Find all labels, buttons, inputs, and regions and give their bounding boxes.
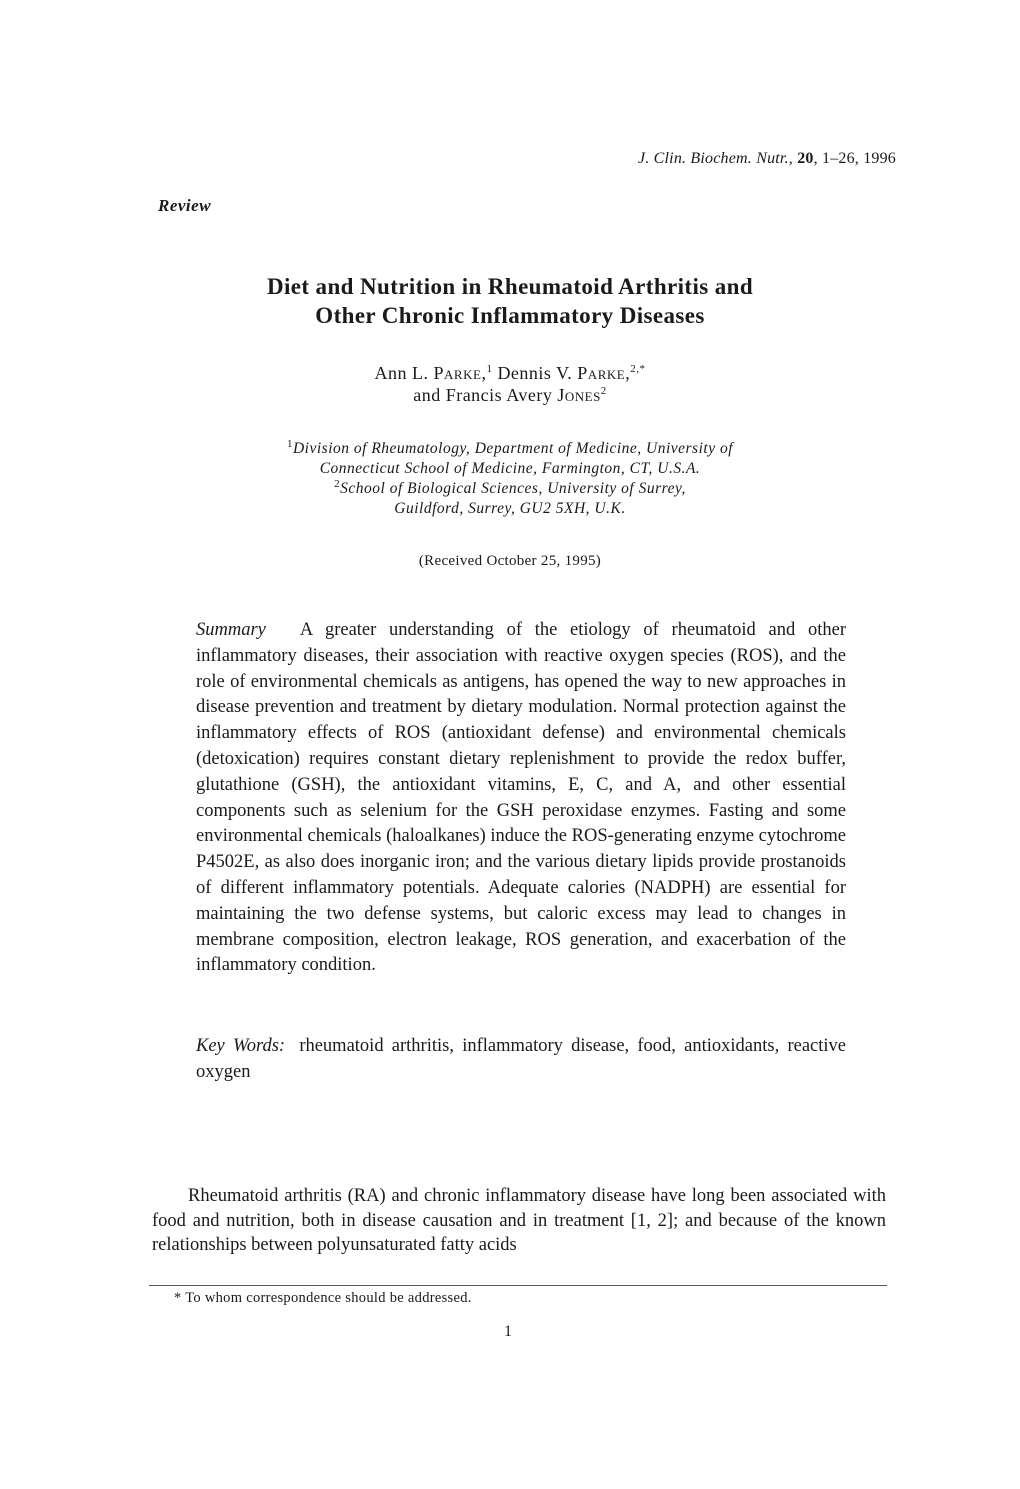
journal-pages-year: , 1–26, 1996 (813, 150, 896, 167)
author-surname: Jones (557, 385, 601, 405)
summary-label: Summary (196, 620, 266, 640)
keywords-section (196, 1034, 846, 1086)
footnote-divider (149, 1285, 887, 1286)
body-paragraph: Rheumatoid arthritis (RA) and chronic inflammatory disease have long been associated with food and nutrition, both in disease causation and in treatment [1, 2]; and because of the known relationships between polyunsaturated fatty acids (152, 1186, 886, 1255)
journal-citation (638, 150, 896, 168)
author-affiliation-mark: 1 (486, 363, 493, 375)
author-surname: Parke (433, 363, 482, 383)
article-type-label: Review (158, 196, 212, 215)
title-line-2: Other Chronic Inflammatory Diseases (315, 303, 705, 328)
affiliation-1-line-1 (0, 439, 1020, 459)
affiliation-1-line-2: Connecticut School of Medicine, Farmington, CT, U.S.A. (319, 460, 701, 477)
footnote: * To whom correspondence should be addressed. (174, 1290, 472, 1306)
keywords-text: rheumatoid arthritis, inflammatory disease, food, antioxidants, reactive oxygen (196, 1036, 846, 1082)
summary-section (196, 618, 846, 979)
article-title (0, 272, 1020, 330)
keywords-label: Key Words: (196, 1036, 286, 1056)
journal-volume: 20 (797, 150, 814, 167)
affiliation-mark: 2 (334, 477, 341, 490)
journal-name: J. Clin. Biochem. Nutr., (637, 150, 793, 167)
author-list (0, 362, 1020, 406)
author-line-1: Ann L. Parke,$^1$ Dennis V. Parke,$^{2,*}$ (374, 363, 646, 383)
page-number: 1 (504, 1323, 512, 1340)
author-line-2 (0, 384, 1020, 406)
title-line-1: Diet and Nutrition in Rheumatoid Arthritis and (266, 274, 754, 299)
author-affiliation-mark: 2 (600, 385, 607, 397)
author-given: and Francis Avery (413, 385, 558, 405)
author-given: Ann L. (374, 363, 434, 383)
author-surname: Parke (577, 363, 626, 383)
affiliation-2-line-2: Guildford, Surrey, GU2 5XH, U.K. (394, 500, 626, 517)
affiliation-mark: 1 (286, 437, 293, 450)
affiliation-text: Division of Rheumatology, Department of Medicine, University of (292, 440, 734, 457)
affiliation-2-line-1 (0, 479, 1020, 499)
affiliations (0, 439, 1020, 519)
summary-text: A greater understanding of the etiology of rheumatoid and other inflammatory diseases, their association with reactive oxygen species (ROS), and the role of environmental chemicals as antigens, has opened the way to new approaches in disease prevention and treatment by dietary modulation. Normal protection against the inflammatory effects of ROS (antioxidant defense) and environmental chemicals (detoxication) requires constant dietary replenishment to provide the redox buffer, glutathione (GSH), the antioxidant vitamins, E, C, and A, and other essential components such as selenium for the GSH peroxidase enzymes. Fasting and some environmental chemicals (haloalkanes) induce the ROS-generating enzyme cytochrome P4502E, as also does inorganic iron; and the various dietary lipids provide prostanoids of different inflammatory potentials. Adequate calories (NADPH) are essential for maintaining the two defense systems, but caloric excess may lead to changes in membrane composition, electron leakage, ROS generation, and exacerbation of the inflammatory condition. (196, 620, 846, 976)
affiliation-text: School of Biological Sciences, University of Surrey, (340, 480, 686, 497)
author-given: Dennis V. (497, 363, 578, 383)
author-affiliation-mark: 2,* (630, 363, 646, 375)
received-date: (Received October 25, 1995) (418, 553, 602, 569)
